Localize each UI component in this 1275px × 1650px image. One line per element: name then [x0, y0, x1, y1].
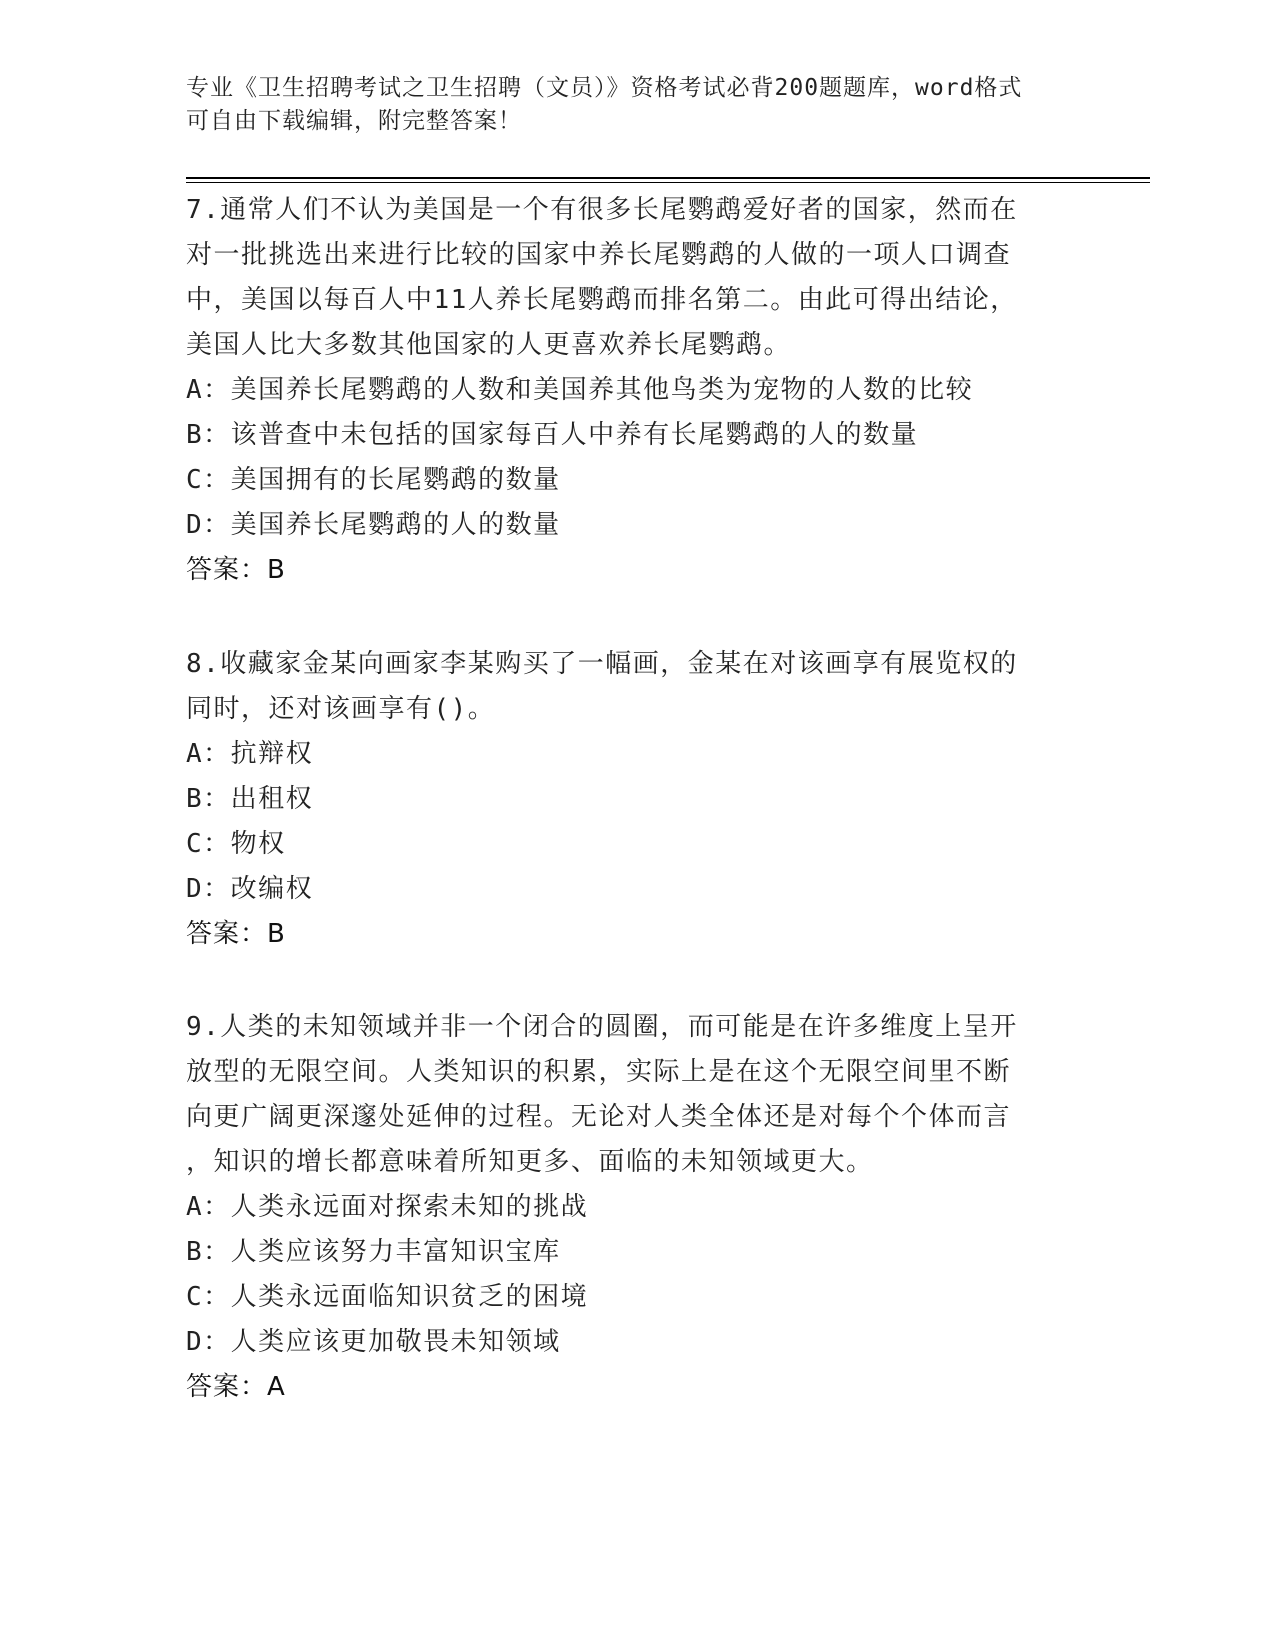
question-stem-line: 9.人类的未知领域并非一个闭合的圆圈，而可能是在许多维度上呈开: [186, 1012, 1018, 1042]
question-stem-line: 美国人比大多数其他国家的人更喜欢养长尾鹦鹉。: [186, 330, 792, 360]
header-line-2: 可自由下载编辑，附完整答案！: [186, 108, 522, 134]
option-d: D：改编权: [186, 874, 314, 904]
option-c: C：人类永远面临知识贫乏的困境: [186, 1282, 589, 1312]
question-stem-line: 对一批挑选出来进行比较的国家中养长尾鹦鹉的人做的一项人口调查: [186, 240, 1012, 270]
question-stem-line: 中，美国以每百人中11人养长尾鹦鹉而排名第二。由此可得出结论，: [186, 285, 1018, 315]
option-d: D：人类应该更加敬畏未知领域: [186, 1327, 561, 1357]
question-stem-line: 同时，还对该画享有()。: [186, 694, 496, 724]
header-divider-thin: [186, 182, 1150, 183]
question-stem-line: 向更广阔更深邃处延伸的过程。无论对人类全体还是对每个个体而言: [186, 1102, 1012, 1132]
document-header: [186, 72, 1086, 138]
answer-line: 答案：A: [186, 1372, 286, 1402]
header-divider-thick: [186, 177, 1150, 179]
option-b: B：该普查中未包括的国家每百人中养有长尾鹦鹉的人的数量: [186, 420, 919, 450]
question-9: [186, 1005, 1056, 1410]
option-a: A：人类永远面对探索未知的挑战: [186, 1192, 589, 1222]
answer-line: 答案：B: [186, 919, 286, 949]
option-a: A：抗辩权: [186, 739, 314, 769]
option-d: D：美国养长尾鹦鹉的人的数量: [186, 510, 561, 540]
option-c: C：美国拥有的长尾鹦鹉的数量: [186, 465, 561, 495]
question-stem-line: 7.通常人们不认为美国是一个有很多长尾鹦鹉爱好者的国家，然而在: [186, 195, 1018, 225]
question-8: [186, 642, 1056, 957]
answer-line: 答案：B: [186, 555, 286, 585]
question-stem-line: 放型的无限空间。人类知识的积累，实际上是在这个无限空间里不断: [186, 1057, 1012, 1087]
option-c: C：物权: [186, 829, 286, 859]
question-stem-line: 8.收藏家金某向画家李某购买了一幅画，金某在对该画享有展览权的: [186, 649, 1018, 679]
option-b: B：出租权: [186, 784, 314, 814]
option-b: B：人类应该努力丰富知识宝库: [186, 1237, 561, 1267]
option-a: A：美国养长尾鹦鹉的人数和美国养其他鸟类为宠物的人数的比较: [186, 375, 974, 405]
question-7: [186, 188, 1056, 593]
question-stem-line: ，知识的增长都意味着所知更多、面临的未知领域更大。: [186, 1147, 874, 1177]
header-line-1: 专业《卫生招聘考试之卫生招聘（文员）》资格考试必背200题题库，word格式: [186, 75, 1023, 101]
